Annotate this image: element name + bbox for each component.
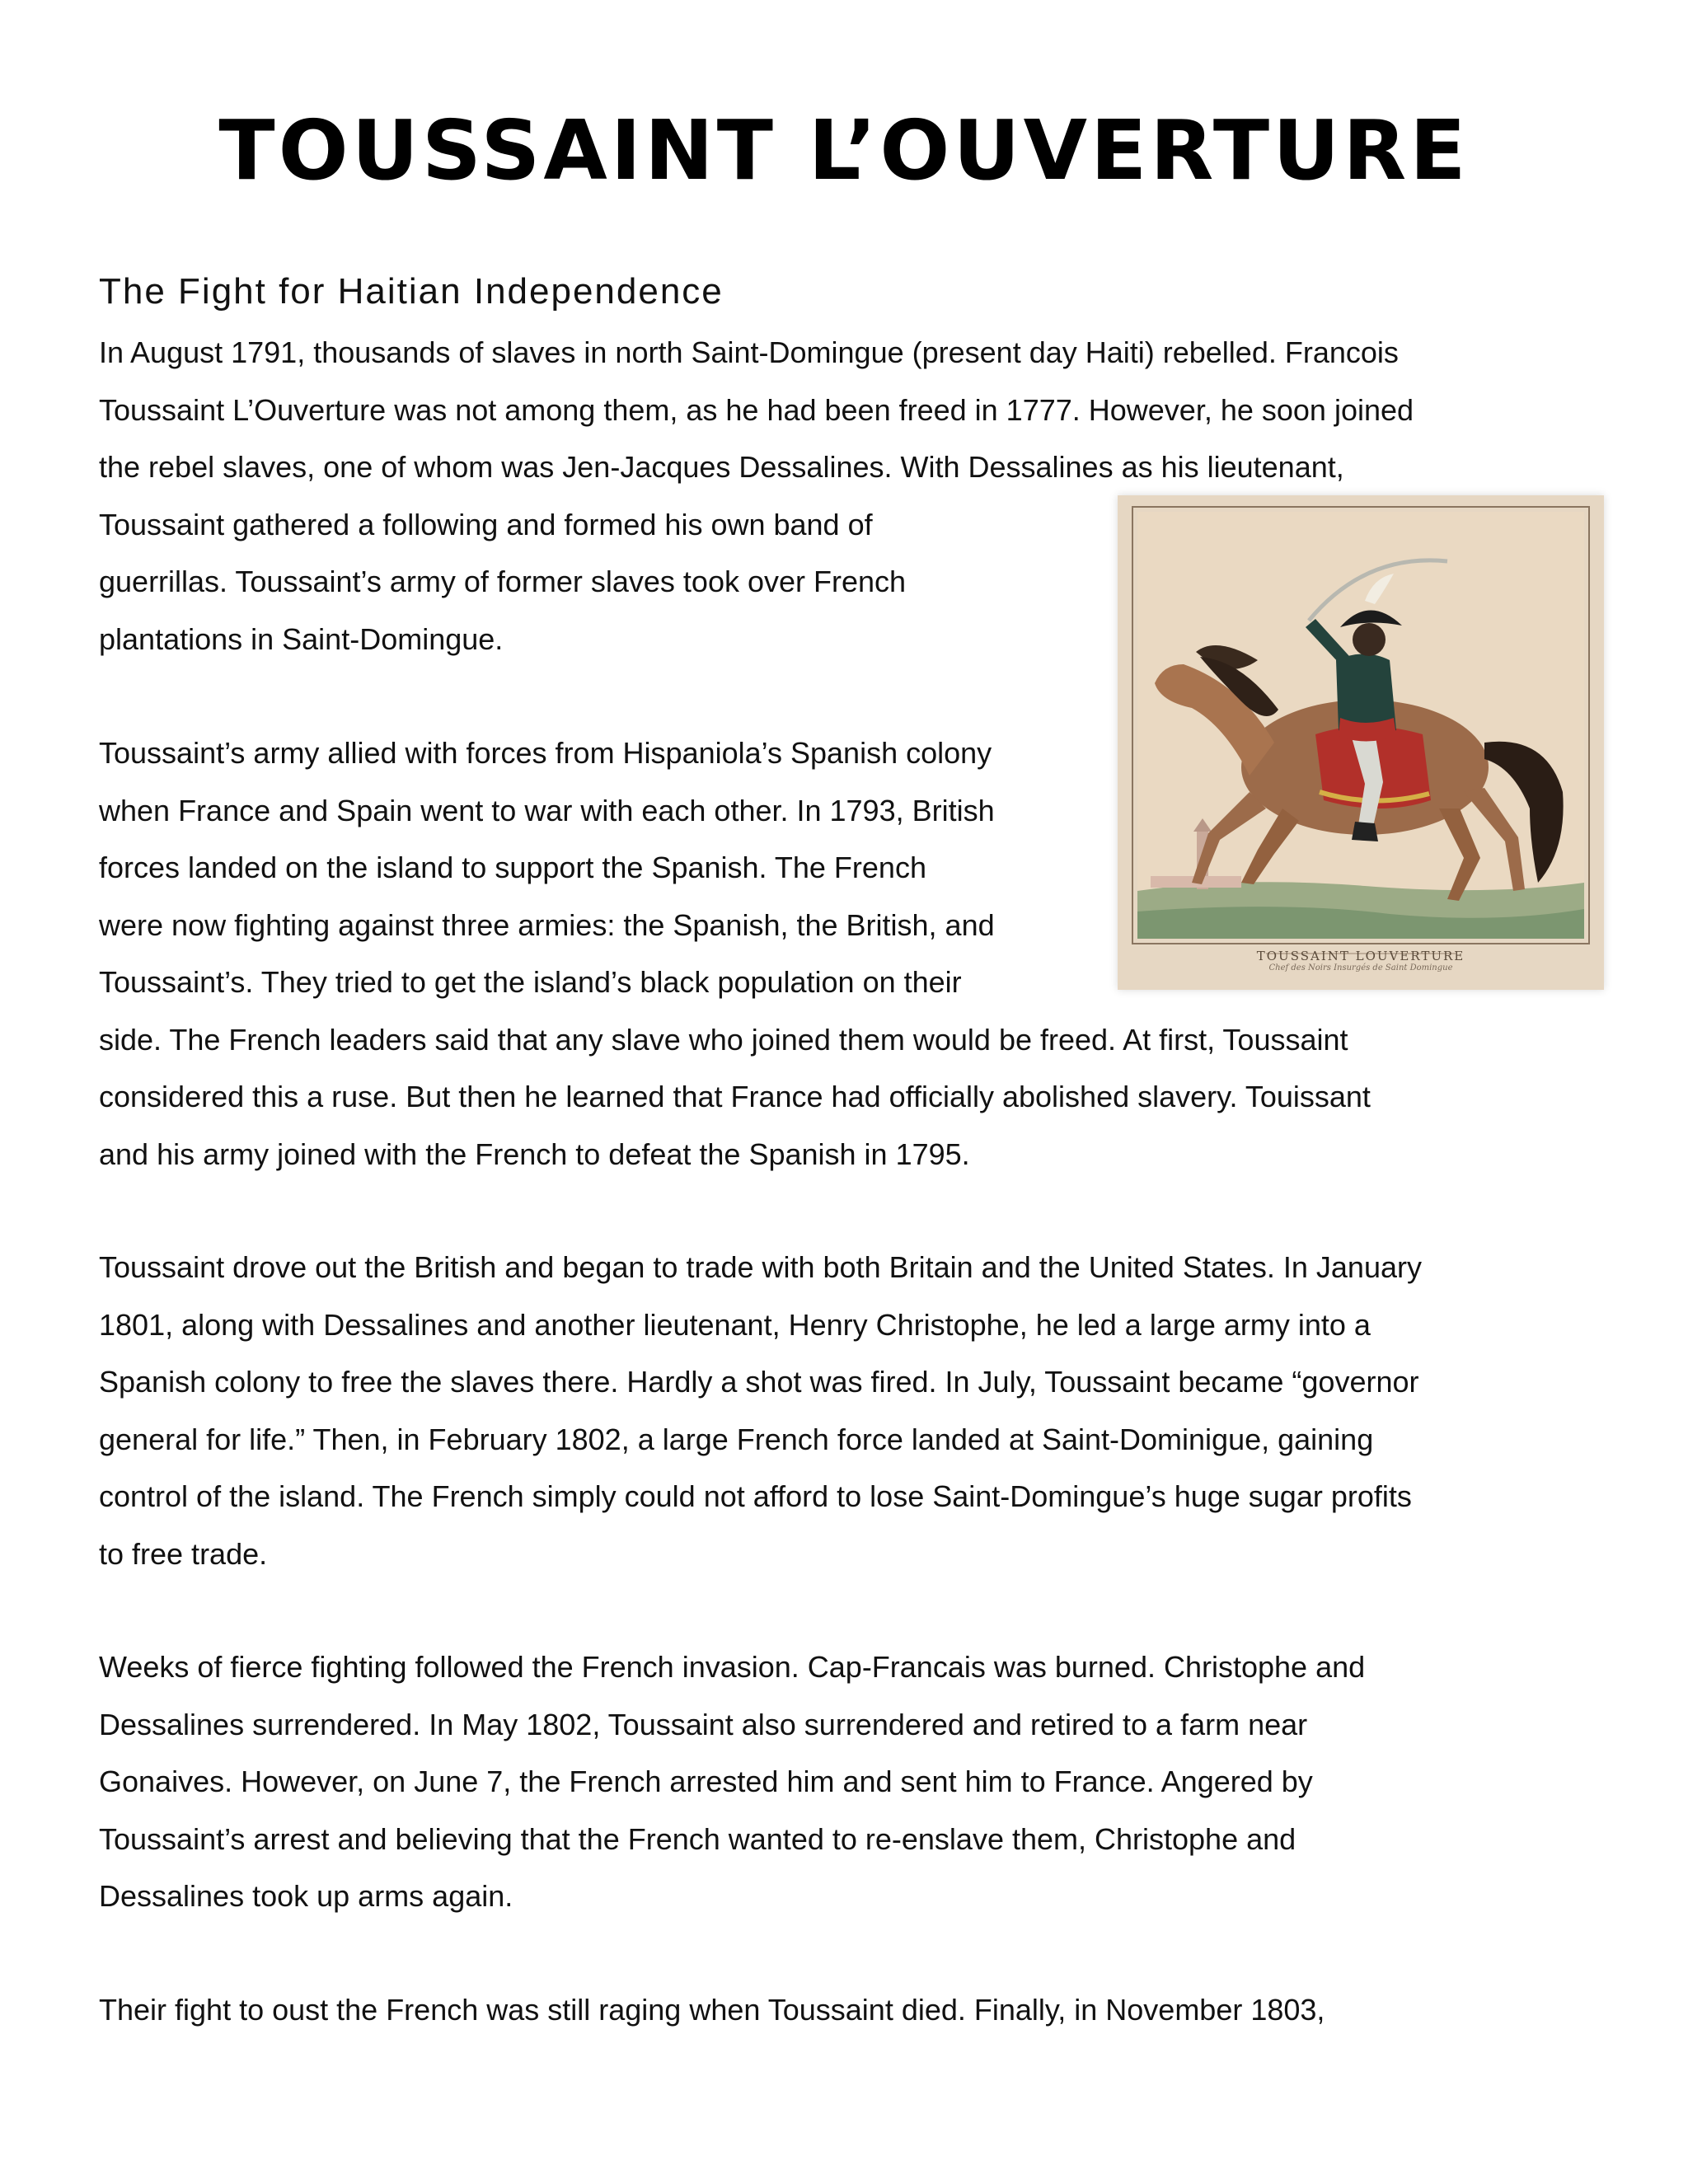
portrait-illustration [1118,495,1604,990]
text-line: when France and Spain went to war with each other. In 1793, British [99,793,995,827]
equestrian-portrait-image [1118,495,1604,990]
text-line: Spanish colony to free the slaves there. Hardly a shot was fired. In July, Toussaint became “governor [99,1365,1419,1399]
section-heading: The Fight for Haitian Independence [99,271,724,312]
image-subcaption: Chef des Noirs Insurgés de Saint Domingue [1268,963,1453,972]
paragraph-5 [99,1981,1607,2039]
text-line: to free trade. [99,1536,268,1571]
text-line: Toussaint gathered a following and formed his own band of [99,507,873,541]
text-line: Toussaint’s. They tried to get the island’s black population on their [99,965,962,999]
text-line: Toussaint L’Ouverture was not among them, as he had been freed in 1777. However, he soon joined [99,392,1414,427]
text-line: forces landed on the island to support the Spanish. The French [99,851,926,884]
text-line: guerrillas. Toussaint’s army of former slaves took over French [99,565,907,598]
image-caption: TOUSSAINT LOUVERTURE [1256,949,1465,963]
text-line: Toussaint drove out the British and began to trade with both Britain and the United States. In January [99,1250,1422,1284]
text-line: Gonaives. However, on June 7, the French arrested him and sent him to France. Angered by [99,1765,1313,1798]
text-line: control of the island. The French simply could not afford to lose Saint-Domingue’s huge sugar profits [99,1479,1412,1513]
text-line: general for life.” Then, in February 1802, a large French force landed at Saint-Dominigue, gaining [99,1422,1374,1456]
text-line: Dessalines surrendered. In May 1802, Toussaint also surrendered and retired to a farm near [99,1707,1308,1741]
text-line: In August 1791, thousands of slaves in north Saint-Domingue (present day Haiti) rebelled. Francois [99,335,1399,369]
text-line: Their fight to oust the French was still raging when Toussaint died. Finally, in November 1803, [99,1993,1325,2027]
paragraph-4 [99,1638,1607,1925]
text-line: considered this a ruse. But then he learned that France had officially abolished slavery. Touissant [99,1080,1371,1113]
text-line: Dessalines took up arms again. [99,1879,513,1913]
text-line: were now fighting against three armies: the Spanish, the British, and [99,907,995,942]
text-line: Toussaint’s army allied with forces from Hispaniola’s Spanish colony [99,736,992,770]
text-line: side. The French leaders said that any slave who joined them would be freed. At first, Toussaint [99,1022,1348,1057]
page-title: TOUSSAINT L’OUVERTURE [218,102,1470,199]
text-line: Weeks of fierce fighting followed the French invasion. Cap-Francais was burned. Christophe and [99,1650,1366,1684]
paragraph-3 [99,1239,1607,1582]
text-line: 1801, along with Dessalines and another lieutenant, Henry Christophe, he led a large army into a [99,1307,1371,1342]
text-line: plantations in Saint-Domingue. [99,621,504,656]
text-line: and his army joined with the French to defeat the Spanish in 1795. [99,1137,970,1171]
text-line: Toussaint’s arrest and believing that the French wanted to re-enslave them, Christophe and [99,1821,1296,1856]
text-line: the rebel slaves, one of whom was Jen-Jacques Dessalines. With Dessalines as his lieutenant, [99,450,1344,484]
